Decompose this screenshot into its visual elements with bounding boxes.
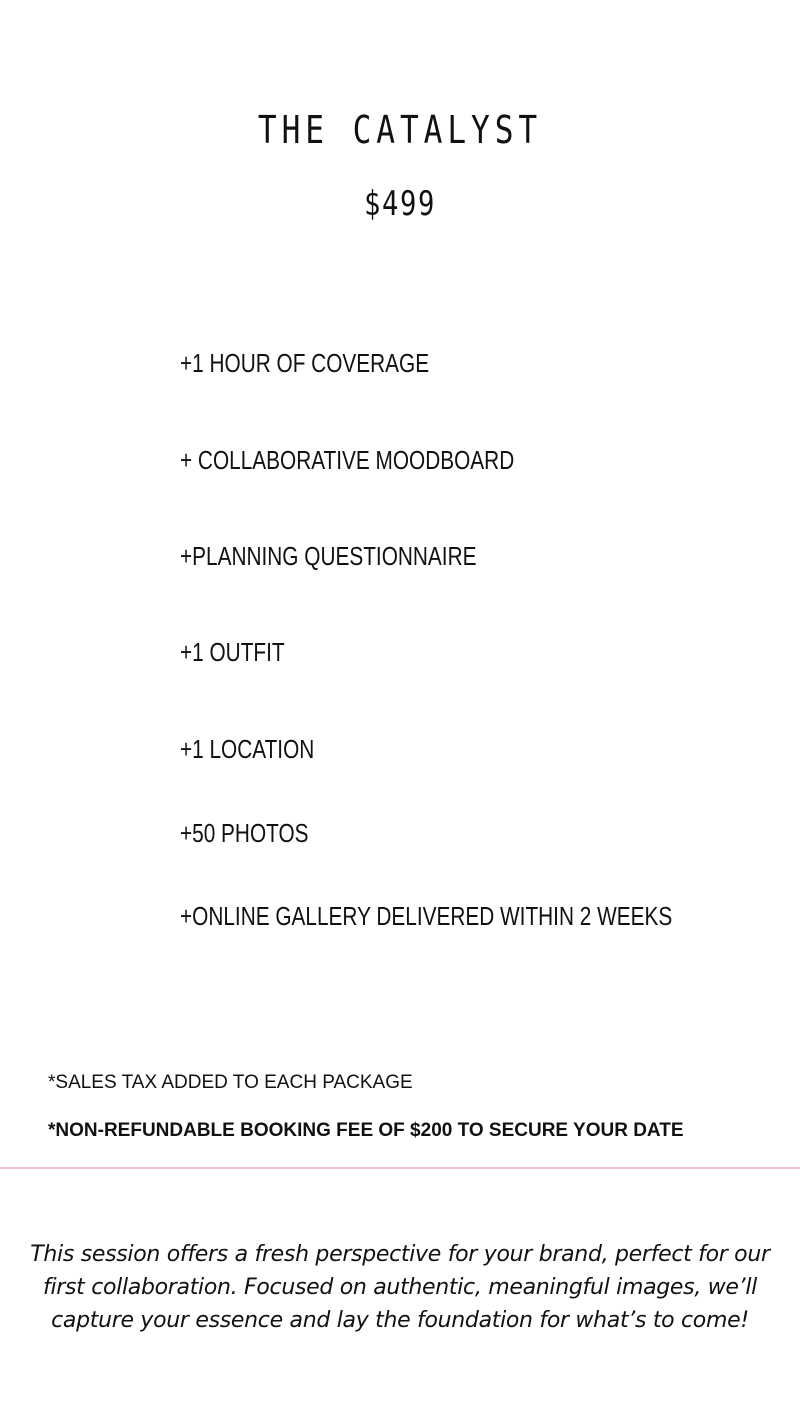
package-price: $499 [364, 184, 436, 224]
feature-item-outfit: +1 OUTFIT [180, 637, 285, 667]
feature-item-questionnaire: +PLANNING QUESTIONNAIRE [180, 541, 477, 571]
package-title: THE CATALYST [257, 108, 543, 152]
feature-item-moodboard: + COLLABORATIVE MOODBOARD [180, 445, 515, 475]
feature-item-location: +1 LOCATION [180, 734, 315, 764]
feature-item-coverage: +1 HOUR OF COVERAGE [180, 348, 430, 378]
session-description: This session offers a fresh perspective for your brand, perfect for our first collaboration. Focused on authentic, meaningful images, we’ll capture your essence and lay the foundation for what’s to come! [30, 1242, 770, 1333]
booking-fee-note: *NON-REFUNDABLE BOOKING FEE OF $200 TO SECURE YOUR DATE [48, 1120, 684, 1141]
sales-tax-note: *SALES TAX ADDED TO EACH PACKAGE [48, 1072, 413, 1093]
section-divider [0, 1167, 800, 1169]
feature-item-gallery: +ONLINE GALLERY DELIVERED WITHIN 2 WEEKS [180, 901, 673, 931]
feature-item-photos: +50 PHOTOS [180, 818, 309, 848]
